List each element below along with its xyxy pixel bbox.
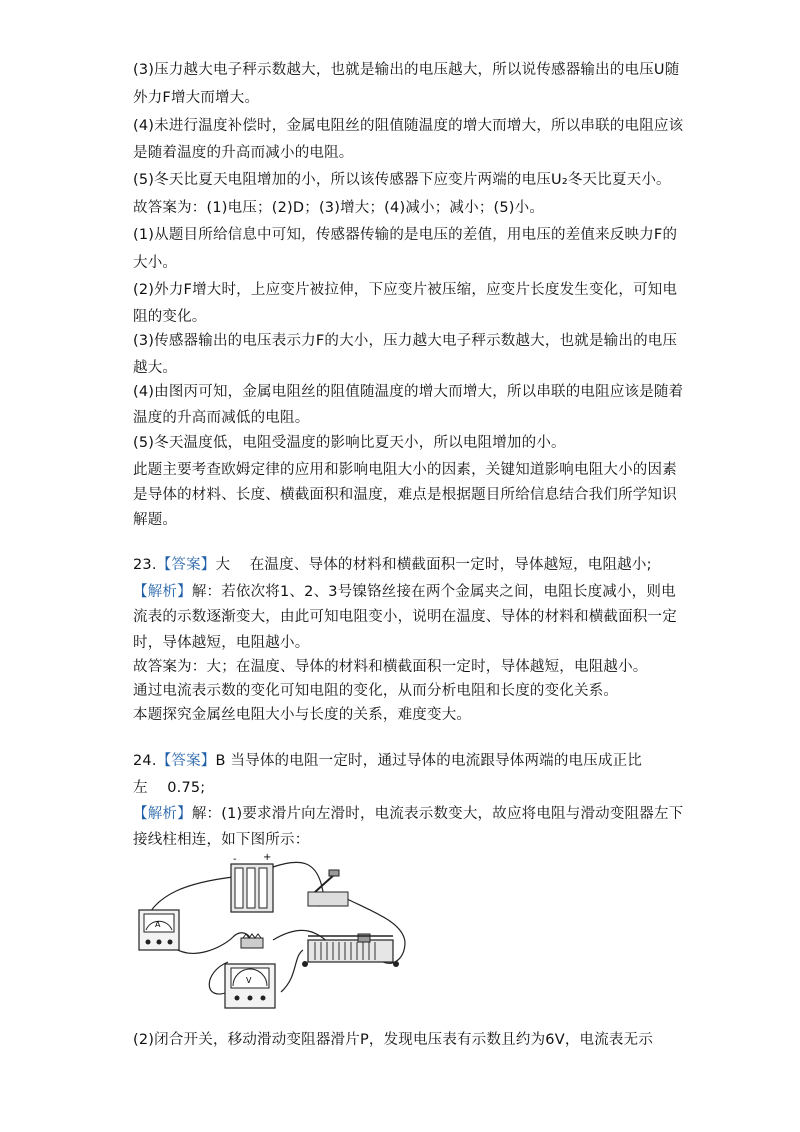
text-line: 接线柱相连，如下图所示： bbox=[133, 832, 310, 848]
question-number: 23. bbox=[133, 557, 157, 573]
wire bbox=[173, 933, 251, 954]
q24-analysis-line bbox=[133, 804, 683, 824]
text-line: 阻的变化。 bbox=[133, 309, 207, 325]
text-line: 此题主要考查欧姆定律的应用和影响电阻大小的因素，关键知道影响电阻大小的因素 bbox=[133, 462, 677, 478]
text-line: 外力F增大而增大。 bbox=[133, 90, 260, 106]
text-line: 通过电流表示数的变化可知电阻的变化，从而分析电阻和长度的变化关系。 bbox=[133, 683, 619, 699]
text-line: (1)从题目所给信息中可知，传感器传输的是电压的差值，用电压的差值来反映力F的 bbox=[133, 227, 678, 243]
text-line: (2)闭合开关，移动滑动变阻器滑片P，发现电压表有示数且约为6V，电流表无示 bbox=[133, 1032, 654, 1048]
ammeter-label: A bbox=[155, 920, 161, 929]
analysis-tag: 【解析】 bbox=[133, 806, 192, 822]
analysis-tag: 【解析】 bbox=[133, 584, 192, 600]
ammeter bbox=[139, 910, 179, 950]
text-line: 温度的升高而减低的电阻。 bbox=[133, 410, 310, 426]
text-line: (4)未进行温度补偿时，金属电阻丝的阻值随温度的增大而增大，所以串联的电阻应该 bbox=[133, 118, 684, 134]
text-line: 故答案为：大；在温度、导体的材料和横截面积一定时，导体越短，电阻越小。 bbox=[133, 659, 648, 675]
answer-text: B 当导体的电阻一定时，通过导体的电流跟导体两端的电压成正比 bbox=[215, 753, 643, 769]
q24-answer-line bbox=[133, 751, 642, 771]
battery-minus-label: - bbox=[233, 854, 237, 865]
text-line: 本题探究金属丝电阻大小与长度的关系，难度变大。 bbox=[133, 707, 472, 723]
voltmeter bbox=[225, 964, 275, 1008]
text-line: 越大。 bbox=[133, 360, 178, 376]
question-number: 24. bbox=[133, 753, 157, 769]
battery-plus-label: + bbox=[263, 852, 272, 863]
battery-pack bbox=[231, 852, 273, 912]
answer-text: 大 在温度、导体的材料和横截面积一定时，导体越短，电阻越小; bbox=[215, 557, 652, 573]
text-line: (5)冬天温度低，电阻受温度的影响比夏天小，所以电阻增加的小。 bbox=[133, 435, 566, 451]
knife-switch bbox=[308, 870, 348, 906]
q23-analysis-line bbox=[133, 582, 676, 602]
text-line: (3)压力越大电子秤示数越大，也就是输出的电压越大，所以说传感器输出的电压U随 bbox=[133, 62, 680, 78]
text-line: 是随着温度的升高而减小的电阻。 bbox=[133, 145, 354, 161]
analysis-text: 解：若依次将1、2、3号镍铬丝接在两个金属夹之间，电阻长度减小，则电 bbox=[191, 584, 676, 600]
circuit-diagram bbox=[133, 852, 413, 1022]
text-line: (3)传感器输出的电压表示力F的大小，压力越大电子秤示数越大，也就是输出的电压 bbox=[133, 333, 678, 349]
text-line: 时，导体越短，电阻越小。 bbox=[133, 635, 310, 651]
text-line: (2)外力F增大时，上应变片被拉伸，下应变片被压缩，应变片长度发生变化，可知电 bbox=[133, 282, 678, 298]
text-line: 故答案为：(1)电压；(2)D；(3)增大；(4)减小；减小；(5)小。 bbox=[133, 200, 545, 216]
q23-answer-line bbox=[133, 555, 652, 575]
text-line: 是导体的材料、长度、横截面积和温度，难点是根据题目所给信息结合我们所学知识 bbox=[133, 487, 677, 503]
text-line: (4)由图丙可知，金属电阻丝的阻值随温度的增大而增大，所以串联的电阻应该是随着 bbox=[133, 384, 684, 400]
text-line: (5)冬天比夏天电阻增加的小，所以该传感器下应变片两端的电压U₂冬天比夏天小。 bbox=[133, 172, 671, 188]
text-line: 解题。 bbox=[133, 512, 178, 528]
text-line: 左 0.75; bbox=[133, 780, 206, 796]
answer-tag: 【答案】 bbox=[156, 753, 216, 769]
answer-tag: 【答案】 bbox=[156, 557, 216, 573]
analysis-text: 解：(1)要求滑片向左滑时，电流表示数变大，故应将电阻与滑动变阻器左下 bbox=[191, 806, 684, 822]
fixed-resistor bbox=[241, 934, 263, 948]
voltmeter-label: V bbox=[246, 976, 252, 985]
text-line: 流表的示数逐渐变大，由此可知电阻变小，说明在温度、导体的材料和横截面积一定 bbox=[133, 609, 677, 625]
wire bbox=[281, 950, 303, 992]
text-line: 大小。 bbox=[133, 255, 178, 271]
sliding-rheostat bbox=[302, 934, 399, 967]
